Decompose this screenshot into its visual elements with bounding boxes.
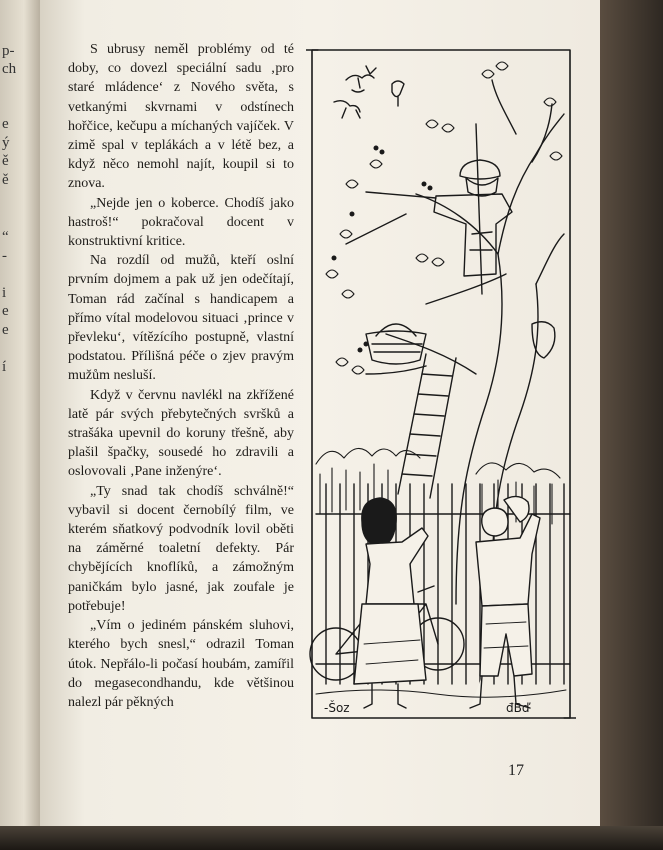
bird-icon [346,66,376,92]
ground [316,690,566,697]
page-fragment: e [2,116,9,132]
scarecrow-pole [476,124,482,294]
page-fragment: e [2,322,9,338]
tree-branch [426,274,506,304]
page-fragment: “ [2,229,9,245]
scarecrow [366,124,512,294]
book-cover-edge [600,0,663,850]
page-fragment: í [2,359,7,375]
page-fragment: i [2,285,7,301]
page-fragment: - [2,248,7,264]
page-fragment: ý [2,135,10,151]
illustrator-signature: -Šoz [324,701,350,715]
page-fragment: ě [2,153,9,169]
scarecrow-coat [434,194,512,276]
tree-branch [498,114,564,254]
page-fragment: ě [2,172,9,188]
scarecrow-arm [366,192,436,198]
tree-branch [346,214,406,244]
tree-branch [416,194,498,254]
page-fragment: ch [2,61,17,77]
scarecrow-hat [460,160,500,179]
scarecrow-illustration [306,44,576,724]
paragraph: „Vím o jediném pánském sluhovi, kterého bych snesl,“ odrazil Toman útok. Nepřálo-li počasí houbám, zamířil do megasecondhandu, kde většinou nalezl pár pěkných [68,618,294,710]
bird-icon [334,101,360,118]
cherry-cluster [332,146,433,353]
book-page [40,0,600,830]
paragraph: „Ty snad tak chodíš schválně!“ vybavil si docent černobílý film, ve kterém sňatkový podvodník lovil oběti na záměrné toaletní defekty. Pár chybějících knoflíků, a zámožným paničkám bylo jasné, jak zoufale je potřebuje! [68,483,294,614]
book-bottom-edge [0,826,663,850]
leaf-cluster [326,62,562,374]
page-fragment: e [2,303,9,319]
tree-branch [536,234,564,284]
basket [366,324,426,364]
paragraph: Na rozdíl od mužů, kteří oslní prvním dojmem a pak už jen odečítají, Toman rád začínal s handicapem a přímo vítal modelovou situaci ‚prince v převleku‘, vítězícího postupně, vlastní podstatou. Přílišná péče o zjev pravým mužům nesluší. [68,253,294,384]
illustrator-monogram: đBď [506,701,530,715]
bird-icon [392,81,404,106]
body-text [68,40,294,712]
tree-branch [492,80,516,134]
page-number: 17 [508,762,524,779]
paragraph: „Nejde jen o koberce. Chodíš jako hastroš!“ pokračoval docent v konstruktivní kritice. [68,195,294,250]
tree-branch [366,366,426,374]
scarecrow-head [466,178,498,196]
page-fragment: p- [2,43,15,59]
previous-page-edge [0,0,40,850]
paragraph: S ubrusy neměl problémy od té doby, co dovezl speciální sadu ‚pro staré mládence‘ z Nového světa, s vetkanými skvrnami v odstínech hořčice, kečupu a míchaných vajíček. V zimě spal v teplákách a v létě bez, a když něco nemohl najít, koupil si to znova. [68,42,294,192]
ladder [398,354,456,498]
tree-branch [386,334,476,374]
paragraph: Když v červnu navlékl na zkřížené latě pár svých přebytečných svršků a strašáka upevnil do koruny třešně, aby plašil špačky, sousedé ho zdravili a oslovovali ‚Pane inženýre‘. [68,387,294,480]
girl-figure [354,498,428,708]
